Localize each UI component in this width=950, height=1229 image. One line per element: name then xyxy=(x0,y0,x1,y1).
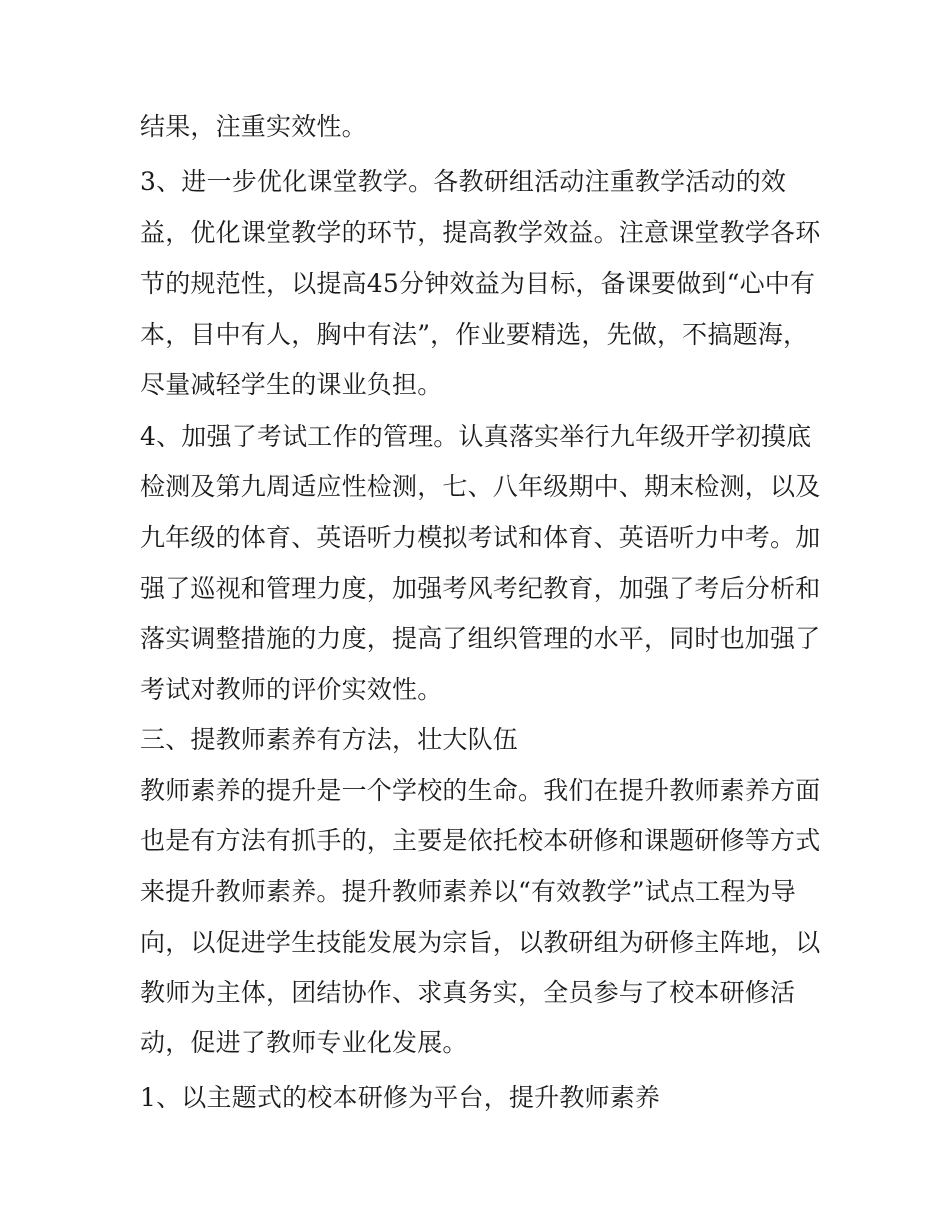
text-line: 3、进一步优化课堂教学。各教研组活动注重教学活动的效 xyxy=(140,167,787,196)
text-line: 结果，注重实效性。 xyxy=(140,112,367,141)
text-line: 动，促进了教师专业化发展。 xyxy=(140,1028,468,1057)
text-line: 来提升教师素养。提升教师素养以“有效教学”试点工程为导 xyxy=(140,877,796,906)
subsection-heading: 1、以主题式的校本研修为平台，提升教师素养 xyxy=(140,1083,661,1112)
text-line: 本，目中有人，胸中有法”，作业要精选，先做，不搞题海， xyxy=(140,320,809,349)
text-line: 九年级的体育、英语听力模拟考试和体育、英语听力中考。加 xyxy=(140,523,821,552)
text-line: 教师为主体，团结协作、求真务实，全员参与了校本研修活 xyxy=(140,978,796,1007)
text-line: 强了巡视和管理力度，加强考风考纪教育，加强了考后分析和 xyxy=(140,574,821,603)
section-heading: 三、提教师素养有方法，壮大队伍 xyxy=(140,725,519,754)
text-line: 尽量减轻学生的课业负担。 xyxy=(140,370,443,399)
text-line: 落实调整措施的力度，提高了组织管理的水平，同时也加强了 xyxy=(140,624,821,653)
text-line: 节的规范性，以提高45分钟效益为目标，备课要做到“心中有 xyxy=(140,269,816,298)
text-line: 向，以促进学生技能发展为宗旨，以教研组为研修主阵地，以 xyxy=(140,928,821,957)
text-line: 考试对教师的评价实效性。 xyxy=(140,675,443,704)
text-line: 益，优化课堂教学的环节，提高教学效益。注意课堂教学各环 xyxy=(140,218,821,247)
text-line: 4、加强了考试工作的管理。认真落实举行九年级开学初摸底 xyxy=(140,422,812,451)
text-line: 教师素养的提升是一个学校的生命。我们在提升教师素养方面 xyxy=(140,776,821,805)
text-line: 也是有方法有抓手的，主要是依托校本研修和课题研修等方式 xyxy=(140,826,821,855)
text-line: 检测及第九周适应性检测，七、八年级期中、期末检测，以及 xyxy=(140,472,821,501)
